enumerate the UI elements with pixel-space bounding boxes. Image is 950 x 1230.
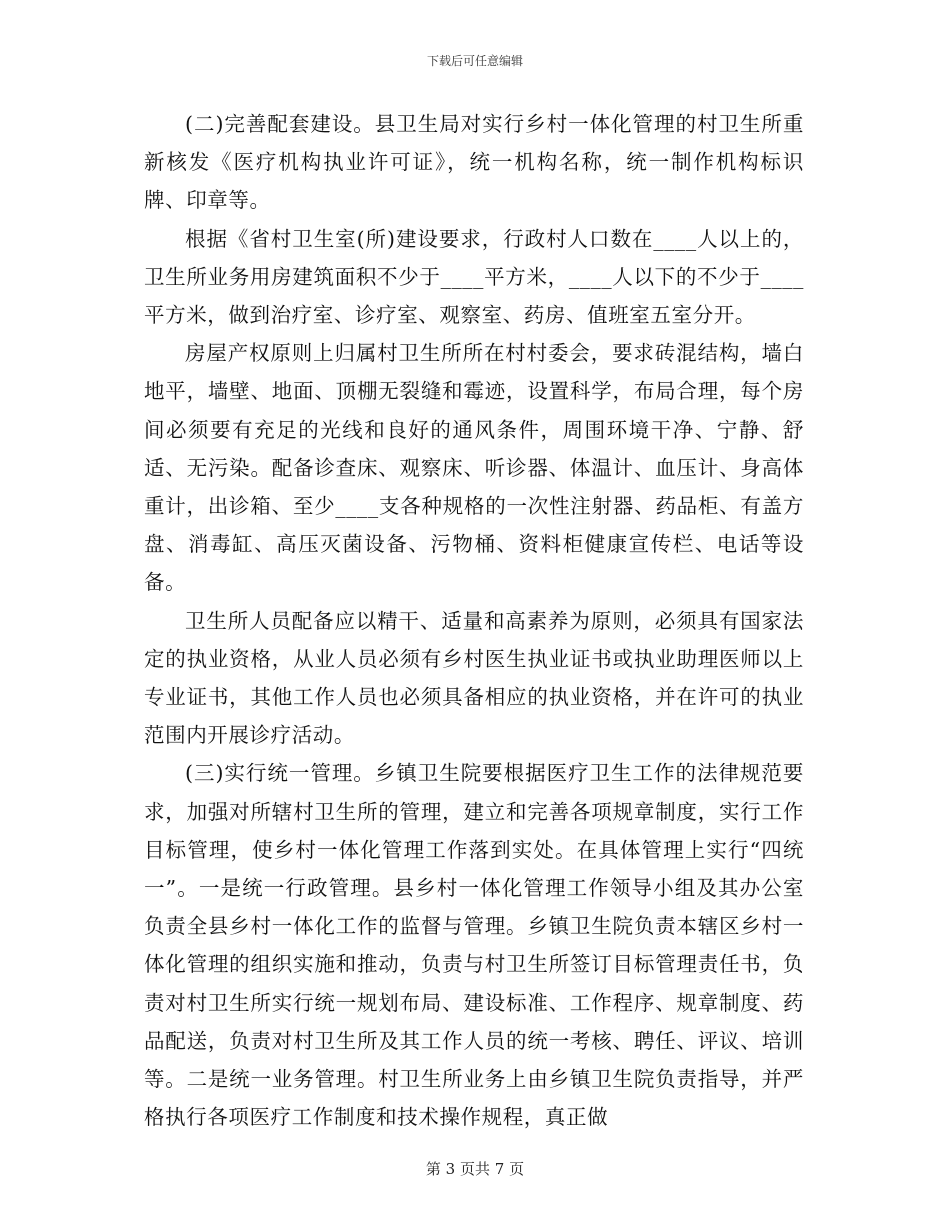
- page-number: 第 3 页共 7 页: [425, 1160, 525, 1178]
- page-header: 下载后可任意编辑: [426, 54, 523, 68]
- paragraph-2: 根据《省村卫生室(所)建设要求，行政村人口数在____人以上的，卫生所业务用房建筑面积不少于____平方米，____人以下的不少于____平方米，做到治疗室、诊疗室、观察室、药房、值班室五室分开。: [144, 226, 804, 328]
- paragraph-3: 房屋产权原则上归属村卫生所所在村村委会，要求砖混结构，墙白地平，墙壁、地面、顶棚无裂缝和霉迹，设置科学，布局合理，每个房间必须要有充足的光线和良好的通风条件，周围环境干净、宁静、舒适、无污染。配备诊查床、观察床、听诊器、体温计、血压计、身高体重计，出诊箱、至少____支各种规格的一次性注射器、药品柜、有盖方盘、消毒缸、高压灭菌设备、污物桶、资料柜健康宣传栏、电话等设备。: [144, 341, 804, 595]
- paragraph-1: (二)完善配套建设。县卫生局对实行乡村一体化管理的村卫生所重新核发《医疗机构执业许可证》，统一机构名称，统一制作机构标识牌、印章等。: [144, 112, 804, 213]
- paragraph-5: (三)实行统一管理。乡镇卫生院要根据医疗卫生工作的法律规范要求，加强对所辖村卫生所的管理，建立和完善各项规章制度，实行工作目标管理，使乡村一体化管理工作落到实处。在具体管理上实行“四统一”。一是统一行政管理。县乡村一体化管理工作领导小组及其办公室负责全县乡村一体化工作的监督与管理。乡镇卫生院负责本辖区乡村一体化管理的组织实施和推动，负责与村卫生所签订目标管理责任书，负责对村卫生所实行统一规划布局、建设标准、工作程序、规章制度、药品配送，负责对村卫生所及其工作人员的统一考核、聘任、评议、培训等。二是统一业务管理。村卫生所业务上由乡镇卫生院负责指导，并严格执行各项医疗工作制度和技术操作规程，真正做: [144, 761, 804, 1130]
- paragraph-4: 卫生所人员配备应以精干、适量和高素养为原则，必须具有国家法定的执业资格，从业人员必须有乡村医生执业证书或执业助理医师以上专业证书，其他工作人员也必须具备相应的执业资格，并在许可的执业范围内开展诊疗活动。: [144, 608, 804, 748]
- document-body: [144, 105, 804, 1136]
